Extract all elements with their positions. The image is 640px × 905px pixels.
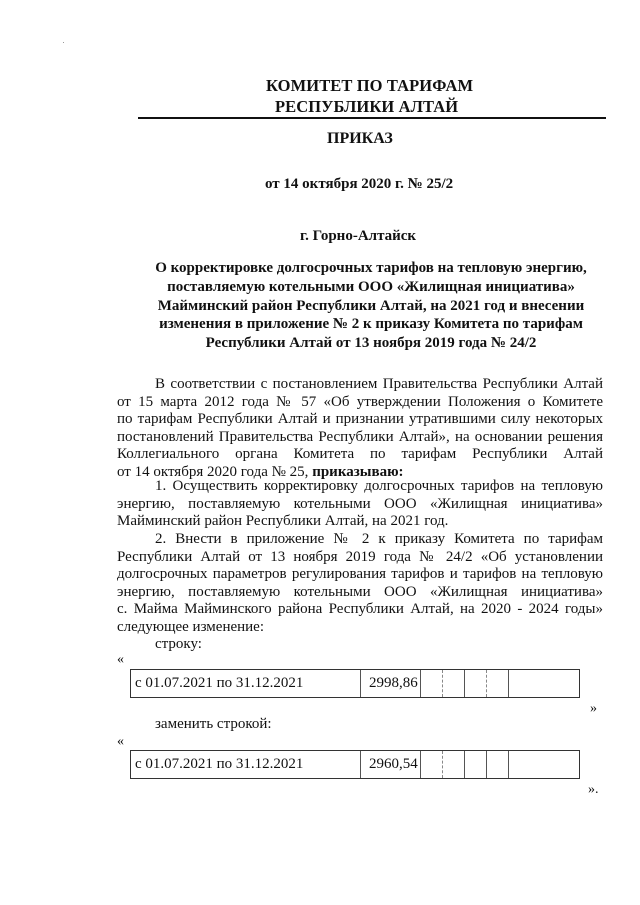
preamble-paragraph	[117, 376, 603, 482]
open-quote: «	[117, 652, 124, 667]
header-divider	[138, 117, 606, 119]
title-line: изменения в приложение № 2 к приказу Комитета по тарифам	[159, 316, 583, 333]
open-quote: «	[117, 734, 124, 749]
order-item-1	[117, 478, 603, 531]
empty-cell	[486, 670, 508, 697]
paragraph-line: с. Майма Майминского района Республики Алтай, на 2020 - 2024 годы»	[117, 601, 603, 618]
title-line: Майминский район Республики Алтай, на 2021 год и внесении	[157, 297, 585, 314]
empty-cell	[420, 670, 442, 697]
empty-cell	[464, 670, 486, 697]
period-cell: с 01.07.2021 по 31.12.2021	[135, 675, 304, 691]
period-cell: с 01.07.2021 по 31.12.2021	[135, 756, 304, 772]
tariff-value-cell: 2998,86	[360, 670, 420, 697]
order-verb: приказываю:	[312, 463, 404, 480]
paragraph-line: долгосрочных параметров регулирования тарифов и тарифов на тепловую	[117, 566, 603, 583]
paragraph-line: Майминский район Республики Алтай, на 2021 год.	[117, 513, 449, 530]
paragraph-line: по тарифам Республики Алтай и признании утратившими силу некоторых	[117, 411, 603, 428]
paragraph-line: Коллегиального органа Комитета по тарифам Республики Алтай	[117, 446, 603, 463]
new-tariff-row-table	[130, 750, 580, 779]
document-date-number: от 14 октября 2020 г. № 25/2	[265, 176, 454, 192]
title-line: О корректировке долгосрочных тарифов на тепловую энергию,	[155, 260, 587, 276]
document-type: ПРИКАЗ	[327, 130, 393, 147]
tariff-value-cell: 2960,54	[360, 751, 420, 778]
title-line: поставляемую котельными ООО «Жилищная инициатива»	[167, 278, 575, 295]
close-quote: »	[590, 701, 597, 716]
paragraph-line: от 15 марта 2012 года № 57 «Об утверждении Положения о Комитете	[117, 393, 603, 410]
empty-cell	[420, 751, 442, 778]
paragraph-line: В соответствии с постановлением Правительства Республики Алтай	[155, 376, 603, 392]
document-title	[138, 259, 604, 353]
empty-cell	[486, 751, 508, 778]
title-line: Республики Алтай от 13 ноября 2019 года № 24/2	[205, 335, 537, 352]
scan-speck	[63, 42, 64, 43]
paragraph-line: Республики Алтай от 13 ноября 2019 года № 24/2 «Об установлении	[117, 548, 603, 565]
org-name-line1: КОМИТЕТ ПО ТАРИФАМ	[266, 76, 474, 95]
paragraph-line: энергию, поставляемую котельными ООО «Жилищная инициатива»	[117, 495, 603, 512]
paragraph-line: 2. Внести в приложение № 2 к приказу Комитета по тарифам	[155, 531, 603, 547]
new-row-label: заменить строкой:	[155, 716, 272, 732]
empty-cell	[442, 751, 464, 778]
org-name-line2: РЕСПУБЛИКИ АЛТАЙ	[275, 97, 459, 116]
paragraph-line: 1. Осуществить корректировку долгосрочных тарифов на тепловую	[155, 478, 603, 494]
paragraph-line: энергию, поставляемую котельными ООО «Жилищная инициатива»	[117, 583, 603, 600]
order-item-2	[117, 531, 603, 637]
empty-cell	[508, 751, 580, 778]
document-city: г. Горно-Алтайск	[300, 228, 417, 244]
preamble-basis: от 14 октября 2020 года № 25,	[117, 463, 313, 480]
close-quote: ».	[588, 782, 599, 797]
empty-cell	[508, 670, 580, 697]
paragraph-line: постановлений Правительства Республики Алтай», на основании решения	[117, 428, 603, 445]
old-tariff-row-table	[130, 669, 580, 698]
old-row-label: строку:	[155, 636, 202, 652]
empty-cell	[464, 751, 486, 778]
empty-cell	[442, 670, 464, 697]
paragraph-line: следующее изменение:	[117, 618, 265, 635]
